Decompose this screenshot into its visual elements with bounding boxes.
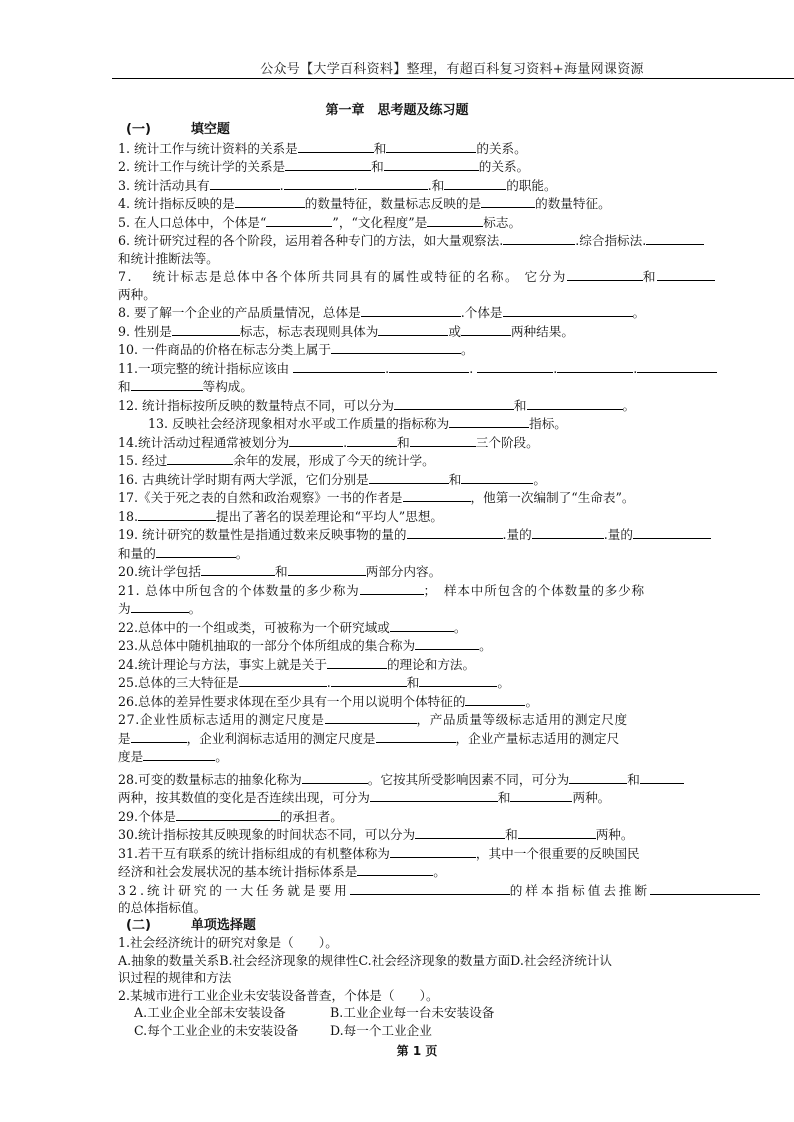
blank[interactable] bbox=[532, 525, 604, 539]
question-13: 13. 反映社会经济现象相对水平或工作质量的指标称为 指标。 bbox=[148, 416, 567, 431]
question-2: 2. 统计工作与统计学的关系是 和 的关系。 bbox=[118, 159, 530, 174]
question-8: 8. 要了解一个企业的产品质量情况，总体是 .个体是 。 bbox=[118, 305, 646, 320]
blank[interactable] bbox=[298, 139, 374, 153]
option-a: A.工业企业全部未安装设备 bbox=[134, 1005, 286, 1020]
blank[interactable] bbox=[376, 729, 456, 743]
blank[interactable] bbox=[419, 673, 497, 687]
blank[interactable] bbox=[461, 322, 511, 336]
blank[interactable] bbox=[633, 525, 711, 539]
question-18: 18. 提出了著名的误差理论和“平均人”思想。 bbox=[118, 508, 444, 524]
question-27-cont: 是 ，企业利润标志适用的测定尺度是 ，企业产量标志适用的测定尺 bbox=[118, 730, 620, 746]
blank[interactable] bbox=[557, 359, 633, 373]
section-number: (二) bbox=[126, 917, 151, 933]
blank[interactable] bbox=[350, 881, 510, 895]
blank[interactable] bbox=[288, 562, 366, 576]
question-24: 24.统计理论与方法，事实上就是关于 的理论和方法。 bbox=[118, 656, 476, 672]
question-25: 25.总体的三大特征是 . 和 。 bbox=[118, 675, 510, 690]
question-30: 30.统计指标按其反映现象的时间状态不同，可以分为 和 两种。 bbox=[118, 827, 634, 842]
question-7-cont: 两种。 bbox=[118, 286, 156, 302]
blank[interactable] bbox=[384, 157, 479, 171]
question-32-cont: 的总体指标值。 bbox=[118, 900, 207, 915]
blank[interactable] bbox=[235, 194, 305, 208]
blank[interactable] bbox=[527, 396, 623, 410]
question-16: 16. 古典统计学时期有两大学派，它们分别是 和 。 bbox=[118, 471, 546, 487]
choice-question-2: 2.某城市进行工业企业未安装设备普查，个体是（ ）。 bbox=[118, 987, 439, 1003]
blank[interactable] bbox=[461, 470, 533, 484]
option-b: B.工业企业每一台未安装设备 bbox=[330, 1005, 495, 1020]
blank[interactable] bbox=[407, 525, 503, 539]
blank[interactable] bbox=[347, 433, 397, 447]
blank[interactable] bbox=[289, 433, 343, 447]
question-28: 28.可变的数量标志的抽象化称为 。它按其所受影响因素不同，可分为 和 bbox=[118, 770, 778, 789]
question-21: 21. 总体中所包含的个体数量的多少称为 ； 样本中所包含的个体数量的多少称 bbox=[118, 582, 645, 598]
choice-question-2-options-ab bbox=[118, 1004, 778, 1022]
question-5: 5. 在人口总体中，个体是“ ”，“文化程度”是 标志。 bbox=[118, 214, 522, 230]
blank[interactable] bbox=[331, 340, 461, 354]
question-27-cont2: 度是 。 bbox=[118, 749, 228, 764]
question-15: 15. 经过 余年的发展，形成了今天的统计学。 bbox=[118, 453, 435, 468]
section-heading-choice bbox=[118, 917, 778, 935]
blank[interactable] bbox=[370, 788, 498, 802]
choice-question-1: 1.社会经济统计的研究对象是（ ）。 bbox=[118, 935, 338, 950]
blank[interactable] bbox=[415, 636, 479, 650]
question-28-cont: 两种，按其数值的变化是否连续出现，可分为 和 两种。 bbox=[118, 790, 611, 805]
blank[interactable] bbox=[358, 176, 428, 190]
section-heading-fill bbox=[118, 121, 778, 139]
blank[interactable] bbox=[239, 673, 327, 687]
blank[interactable] bbox=[327, 655, 387, 669]
blank[interactable] bbox=[518, 825, 596, 839]
blank[interactable] bbox=[325, 710, 417, 724]
blank[interactable] bbox=[293, 359, 385, 373]
blank[interactable] bbox=[503, 303, 633, 317]
question-31-cont: 经济和社会发展状况的基本统计指标体系是 。 bbox=[118, 864, 446, 879]
question-21-cont: 为 。 bbox=[118, 601, 202, 616]
blank[interactable] bbox=[403, 488, 471, 502]
blank[interactable] bbox=[369, 470, 449, 484]
chapter-title: 第一章 思考题及练习题 bbox=[325, 103, 469, 118]
blank[interactable] bbox=[176, 807, 280, 821]
blank[interactable] bbox=[646, 231, 704, 245]
blank[interactable] bbox=[394, 396, 514, 410]
blank[interactable] bbox=[567, 267, 643, 281]
question-31: 31.若干互有联系的统计指标组成的有机整体称为 ，其中一个很重要的反映国民 bbox=[118, 845, 640, 861]
question-19: 19. 统计研究的数量性是指通过数来反映事物的量的 .量的 .量的 bbox=[118, 525, 778, 544]
blank[interactable] bbox=[410, 433, 476, 447]
section-label: 填空题 bbox=[190, 122, 230, 137]
blank[interactable] bbox=[361, 303, 461, 317]
blank[interactable] bbox=[131, 729, 187, 743]
blank[interactable] bbox=[444, 176, 506, 190]
blank[interactable] bbox=[331, 673, 407, 687]
choice-question-1-options: A.抽象的数量关系B.社会经济现象的规律性C.社会经济现象的数量方面D.社会经济统计认 bbox=[118, 952, 612, 968]
blank[interactable] bbox=[637, 359, 717, 373]
blank[interactable] bbox=[415, 825, 505, 839]
question-3: 3. 统计活动具有 . . .和 的职能。 bbox=[118, 177, 557, 193]
section-label: 单项选择题 bbox=[190, 917, 256, 933]
question-7: 7. 统计标志是总体中各个体所共同具有的属性或特征的名称。 它分为 和 bbox=[118, 267, 778, 286]
question-9: 9. 性别是 标志，标志表现则具体为 或 两种结果。 bbox=[118, 323, 574, 339]
document-body bbox=[118, 121, 778, 1039]
blank[interactable] bbox=[285, 157, 371, 171]
blank[interactable] bbox=[657, 267, 715, 281]
choice-question-2-options-cd bbox=[118, 1022, 778, 1040]
question-1: 1. 统计工作与统计资料的关系是 和 的关系。 bbox=[118, 140, 527, 156]
blank[interactable] bbox=[131, 599, 189, 613]
blank[interactable] bbox=[510, 788, 572, 802]
option-d: D.每一个工业企业 bbox=[330, 1022, 432, 1038]
question-19-cont: 和量的 。 bbox=[118, 545, 249, 561]
question-17: 17.《关于死之表的自然和政治观察》一书的作者是 ，他第一次编制了“生命表”。 bbox=[118, 490, 635, 505]
question-20: 20.统计学包括 和 两部分内容。 bbox=[118, 564, 442, 579]
blank[interactable] bbox=[131, 377, 203, 391]
question-14: 14.统计活动过程通常被划分为 . 和 三个阶段。 bbox=[118, 434, 539, 450]
question-32: 32.统计研究的一大任务就是要用 的样本指标值去推断 bbox=[118, 881, 778, 900]
blank[interactable] bbox=[167, 451, 233, 465]
blank[interactable] bbox=[449, 414, 529, 428]
blank[interactable] bbox=[465, 692, 525, 706]
blank[interactable] bbox=[284, 176, 354, 190]
blank[interactable] bbox=[138, 507, 216, 521]
blank[interactable] bbox=[650, 881, 760, 895]
blank[interactable] bbox=[477, 359, 553, 373]
section-number: (一) bbox=[126, 122, 151, 137]
blank[interactable] bbox=[503, 231, 575, 245]
blank[interactable] bbox=[389, 359, 469, 373]
blank[interactable] bbox=[302, 770, 368, 784]
question-10: 10. 一件商品的价格在标志分类上属于 。 bbox=[118, 342, 474, 357]
blank[interactable] bbox=[143, 747, 215, 761]
blank[interactable] bbox=[156, 544, 236, 558]
blank[interactable] bbox=[640, 770, 684, 784]
blank[interactable] bbox=[386, 139, 476, 153]
header-divider bbox=[112, 78, 794, 79]
blank[interactable] bbox=[172, 322, 240, 336]
blank[interactable] bbox=[427, 213, 483, 227]
blank[interactable] bbox=[360, 581, 424, 595]
choice-question-1-options-cont: 识过程的规律和方法 bbox=[118, 970, 232, 985]
blank[interactable] bbox=[201, 562, 275, 576]
question-27: 27.企业性质标志适用的测定尺度是 ，产品质量等级标志适用的测定尺度 bbox=[118, 712, 628, 727]
option-c: C.每个工业企业的未安装设备 bbox=[134, 1022, 299, 1038]
question-22: 22.总体中的一个组或类，可被称为一个研究域或 。 bbox=[118, 619, 467, 635]
blank[interactable] bbox=[481, 194, 535, 208]
page-header: 公众号【大学百科资料】整理，有超百科复习资料+海量网课资源 bbox=[260, 62, 644, 77]
blank[interactable] bbox=[357, 862, 433, 876]
page-number: 第 1 页 bbox=[396, 1044, 438, 1058]
blank[interactable] bbox=[390, 618, 454, 632]
question-6-cont: 和统计推断法等。 bbox=[118, 250, 219, 266]
question-23: 23.从总体中随机抽取的一部分个体所组成的集合称为 。 bbox=[118, 638, 492, 653]
blank[interactable] bbox=[569, 770, 627, 784]
blank[interactable] bbox=[378, 322, 448, 336]
blank[interactable] bbox=[266, 213, 332, 227]
question-29: 29.个体是 的承担者。 bbox=[118, 808, 343, 824]
question-4: 4. 统计指标反映的是 的数量特征，数量标志反映的是 的数量特征。 bbox=[118, 196, 611, 211]
blank[interactable] bbox=[390, 844, 476, 858]
question-6: 6. 统计研究过程的各个阶段，运用着各种专门的方法，如大量观察法. .综合指标法. bbox=[118, 231, 778, 250]
blank[interactable] bbox=[210, 176, 280, 190]
question-11: 11.一项完整的统计指标应该由 . . . . bbox=[118, 359, 778, 378]
question-26: 26.总体的差异性要求体现在至少具有一个用以说明个体特征的 。 bbox=[118, 693, 539, 709]
question-11-cont: 和 等构成。 bbox=[118, 379, 253, 394]
question-12: 12. 统计指标按所反映的数量特点不同，可以分为 和 。 bbox=[118, 397, 636, 413]
